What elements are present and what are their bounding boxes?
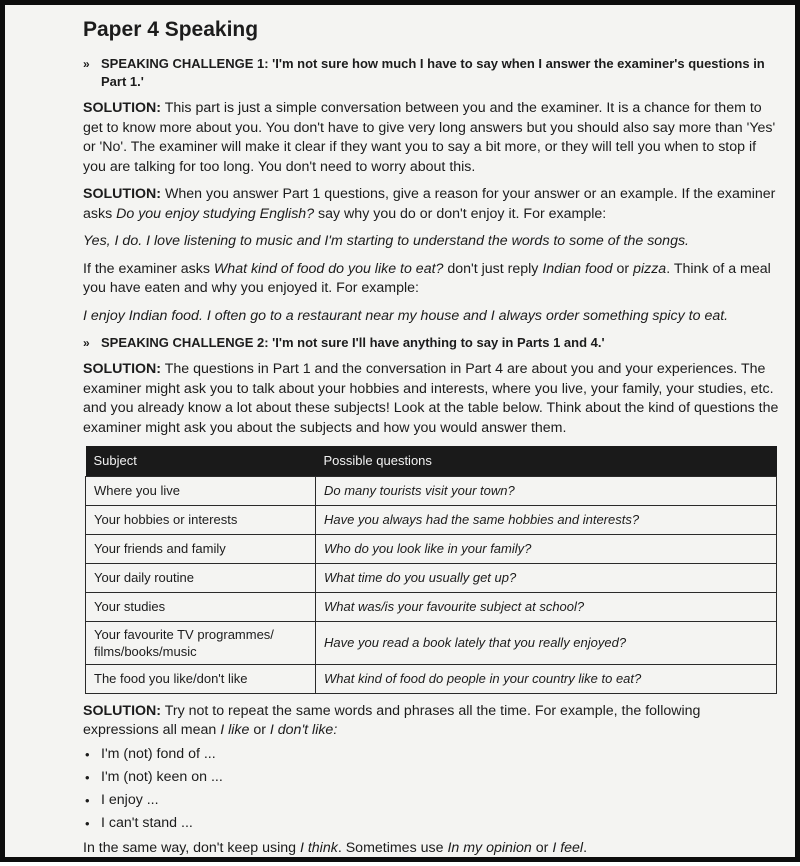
table-row (86, 505, 777, 534)
table-header-row (86, 446, 777, 476)
question-cell: What time do you usually get up? (316, 563, 777, 592)
phrase-dont-like: I don't like: (269, 722, 338, 738)
food-text: don't just reply (443, 260, 543, 277)
table-row (86, 621, 777, 664)
food-paragraph (83, 260, 779, 299)
subject-cell: Your friends and family (86, 534, 316, 563)
question-cell: What kind of food do people in your country like to eat? (316, 664, 777, 693)
list-item (83, 791, 779, 810)
phrase-like: I like (220, 722, 250, 738)
solution-label: SOLUTION: (83, 186, 162, 202)
solution-paragraph-1 (83, 99, 779, 177)
phrase-i-feel: I feel (552, 839, 584, 856)
closing-paragraph (83, 839, 779, 859)
closing-text: . Sometimes use (337, 839, 448, 856)
solution-label: SOLUTION: (83, 702, 162, 719)
subject-cell: Your daily routine (86, 563, 316, 592)
question-cell: Do many tourists visit your town? (316, 476, 777, 505)
table-row (86, 476, 777, 505)
solution-label: SOLUTION: (83, 100, 162, 116)
closing-text: or (531, 839, 553, 856)
table-row (86, 592, 777, 621)
question-cell: What was/is your favourite subject at school? (316, 592, 777, 621)
table-row (86, 534, 777, 563)
expression-text: I can't stand ... (101, 814, 193, 831)
expressions-list (83, 745, 779, 833)
question-cell: Have you read a book lately that you really enjoyed? (316, 621, 777, 664)
example-answer-1: Yes, I do. I love listening to music and I'm starting to understand the words to some of the songs. (83, 233, 690, 249)
subject-cell: Your studies (86, 592, 316, 621)
challenge-marker-icon: » (83, 336, 90, 350)
solution-2-text: When you answer Part 1 questions, give a reason for your answer or an example. If the examiner asks (83, 186, 776, 222)
bullet-icon: • (85, 792, 90, 808)
food-text: If the examiner asks (83, 260, 214, 277)
solution-1-text: This part is just a simple conversation between you and the examiner. It is a chance for them to get to know more about you. You don't have to give very long answers but you should also say more than 'Yes' or 'No'. The examiner will make it clear if they want you to say a bit more, or they will tell you when to stop if you are talking for too long. You don't need to worry about this. (83, 100, 776, 175)
document-page (83, 17, 779, 866)
expression-text: I enjoy ... (101, 791, 159, 808)
list-item (83, 768, 779, 787)
example-answer-2: I enjoy Indian food. I often go to a restaurant near my house and I always order something spicy to eat. (83, 307, 729, 324)
subject-cell: Your hobbies or interests (86, 505, 316, 534)
challenge-1-text: SPEAKING CHALLENGE 1: 'I'm not sure how much I have to say when I answer the examiner's questions in Part 1.' (101, 56, 765, 89)
subject-cell: Your favourite TV programmes/ films/books/music (86, 621, 316, 664)
phrase-in-my-opinion: In my opinion (447, 839, 532, 856)
bullet-icon: • (85, 746, 90, 762)
question-cell: Have you always had the same hobbies and interests? (316, 505, 777, 534)
table-row (86, 563, 777, 592)
example-question: Do you enjoy studying English? (116, 205, 315, 222)
solution-paragraph-2 (83, 185, 779, 224)
bullet-icon: • (85, 815, 90, 831)
solution-3-text: The questions in Part 1 and the conversation in Part 4 are about you and your experiences. The examiner might ask you to talk about your hobbies and interests, where you live, your family, your studies, etc. and you already know a lot about these subjects! Look at the table below. Think about the kind of questions the examiner might ask you about the subjects and how you would answer them. (83, 361, 779, 436)
speaking-challenge-1 (83, 55, 779, 91)
table-header-questions: Possible questions (316, 446, 777, 476)
food-example: Indian food (542, 260, 613, 277)
table-row (86, 664, 777, 693)
solution-4-text: or (249, 722, 270, 738)
speaking-challenge-2 (83, 334, 779, 352)
table-header-subject: Subject (86, 446, 316, 476)
subject-cell: The food you like/don't like (86, 664, 316, 693)
solution-paragraph-3 (83, 360, 779, 438)
list-item (83, 745, 779, 764)
solution-4-text: Try not to repeat the same words and phrases all the time. For example, the following expressions all mean (83, 702, 701, 738)
food-example: pizza (633, 260, 667, 277)
food-question: What kind of food do you like to eat? (213, 260, 444, 277)
solution-2-text: say why you do or don't enjoy it. For example: (314, 205, 607, 222)
closing-text: . (583, 839, 588, 856)
phrase-i-think: I think (299, 839, 338, 856)
challenge-2-text: SPEAKING CHALLENGE 2: 'I'm not sure I'll have anything to say in Parts 1 and 4.' (101, 335, 605, 350)
expression-text: I'm (not) keen on ... (101, 768, 223, 785)
subject-cell: Where you live (86, 476, 316, 505)
solution-paragraph-4 (83, 702, 779, 741)
list-item (83, 814, 779, 833)
food-text: . Think of a meal you have eaten and why you enjoyed it. For example: (83, 260, 771, 296)
bullet-icon: • (85, 769, 90, 785)
closing-text: In the same way, don't keep using (83, 839, 300, 856)
expression-text: I'm (not) fond of ... (101, 745, 216, 762)
solution-label: SOLUTION: (83, 361, 162, 377)
question-cell: Who do you look like in your family? (316, 534, 777, 563)
subjects-table (85, 446, 777, 694)
page-title: Paper 4 Speaking (83, 18, 259, 41)
food-text: or (612, 260, 634, 277)
challenge-marker-icon: » (83, 57, 90, 71)
